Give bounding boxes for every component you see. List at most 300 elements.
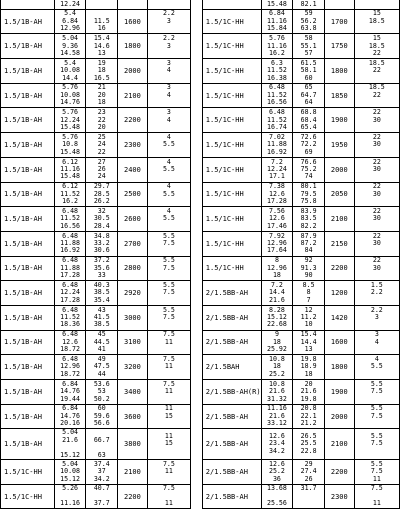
- head-value: 40.3: [93, 280, 110, 289]
- power-value: 5.5: [370, 432, 383, 441]
- speed-cell: [324, 207, 354, 232]
- flow-value: 5.76: [62, 108, 79, 117]
- head-value: 82.1: [300, 0, 317, 8]
- power-value: 30: [372, 189, 381, 198]
- head-value: 26.5: [300, 432, 317, 441]
- column-gap: [191, 133, 203, 158]
- flow-value: 11.16: [267, 41, 287, 50]
- power-cell: [354, 0, 399, 9]
- flow-value: 11.16: [60, 164, 80, 173]
- model-cell: [202, 34, 261, 59]
- flow-cell: [261, 429, 293, 460]
- table-row: [1, 484, 400, 509]
- flow-value: 17.64: [267, 246, 287, 255]
- speed-value: 2000: [330, 165, 348, 174]
- head-value: 26.2: [93, 197, 110, 206]
- model-cell: [1, 460, 55, 485]
- flow-cell: [261, 484, 293, 509]
- head-value: 80.1: [300, 182, 317, 191]
- power-value: [355, 272, 399, 279]
- flow-cell: [54, 429, 86, 460]
- head-value: 82.2: [300, 221, 317, 230]
- flow-value: 16.2: [268, 48, 285, 57]
- power-value: 7.5: [370, 387, 383, 396]
- speed-value: 1600: [330, 338, 348, 347]
- model-cell: [1, 0, 55, 9]
- head-value: 37: [97, 467, 106, 476]
- model-name: 2/1.5BB-AH: [205, 338, 248, 347]
- power-cell: [147, 83, 190, 108]
- model-cell: [1, 34, 55, 59]
- head-cell: [86, 133, 118, 158]
- model-cell: [1, 305, 55, 330]
- flow-cell: [54, 330, 86, 355]
- power-value: 4: [166, 157, 171, 166]
- head-value: 87.9: [300, 231, 317, 240]
- model-name: 1.5/1B-AH: [4, 440, 42, 449]
- power-cell: [147, 330, 190, 355]
- head-value: 68.4: [300, 115, 317, 124]
- power-value: 4: [374, 337, 379, 346]
- flow-cell: [261, 256, 293, 281]
- head-value: 33: [97, 271, 106, 280]
- head-value: 75.8: [300, 197, 317, 206]
- speed-value: 2400: [124, 165, 141, 174]
- power-cell: [147, 460, 190, 485]
- head-value: 13: [304, 345, 313, 354]
- flow-cell: [54, 34, 86, 59]
- column-gap: [191, 460, 203, 485]
- speed-value: 2200: [124, 492, 141, 501]
- head-cell: [293, 157, 325, 182]
- speed-value: 2300: [124, 140, 141, 149]
- power-value: 22: [372, 132, 381, 141]
- flow-value: 16.74: [267, 122, 287, 131]
- power-value: 7.5: [370, 484, 383, 493]
- flow-value: 15.48: [60, 172, 80, 181]
- model-name: 1.5/1C-HH: [205, 116, 244, 125]
- head-cell: [86, 59, 118, 84]
- column-gap: [191, 355, 203, 380]
- power-value: 7.5: [162, 263, 175, 272]
- power-value: 11: [164, 432, 173, 441]
- head-value: 27.4: [300, 467, 317, 476]
- flow-value: 14.4: [62, 73, 79, 82]
- power-value: 3: [166, 83, 171, 92]
- flow-value: 11.52: [267, 66, 287, 75]
- power-value: [148, 173, 190, 180]
- speed-cell: [324, 256, 354, 281]
- speed-cell: [324, 59, 354, 84]
- head-value: 29.7: [93, 182, 110, 191]
- flow-value: 11.52: [60, 214, 80, 223]
- speed-cell: [324, 460, 354, 485]
- head-cell: [86, 330, 118, 355]
- flow-cell: [54, 207, 86, 232]
- speed-value: 2600: [124, 215, 141, 224]
- speed-cell: [118, 380, 148, 405]
- model-name: 1.5/1B-AH: [4, 289, 42, 298]
- head-value: 22.8: [300, 446, 317, 455]
- power-value: [355, 149, 399, 156]
- flow-value: 6.48: [62, 206, 79, 215]
- model-cell: [1, 83, 55, 108]
- flow-value: 5.4: [64, 58, 77, 67]
- flow-value: 6.48: [62, 256, 79, 265]
- flow-value: 16.56: [60, 221, 80, 230]
- power-value: 15: [372, 9, 381, 18]
- power-value: 22: [372, 231, 381, 240]
- head-value: 14.6: [93, 41, 110, 50]
- power-cell: [147, 355, 190, 380]
- power-value: 5.5: [162, 189, 175, 198]
- head-value: 75.2: [300, 164, 317, 173]
- model-cell: [1, 133, 55, 158]
- head-value: 55.1: [300, 41, 317, 50]
- head-value: 65.4: [300, 122, 317, 131]
- flow-value: 20.16: [60, 419, 80, 428]
- head-value: [86, 493, 117, 500]
- column-gap: [191, 484, 203, 509]
- head-value: [293, 493, 324, 500]
- speed-cell: [324, 404, 354, 429]
- speed-cell: [118, 34, 148, 59]
- model-cell: [202, 404, 261, 429]
- head-value: 60: [97, 404, 106, 413]
- speed-cell: [118, 133, 148, 158]
- flow-value: 7.92: [268, 231, 285, 240]
- model-name: 1.5/1B-AH: [4, 165, 42, 174]
- flow-value: 11.52: [267, 90, 287, 99]
- flow-cell: [261, 404, 293, 429]
- head-value: 11.5: [93, 16, 110, 25]
- model-cell: [1, 355, 55, 380]
- speed-cell: [324, 330, 354, 355]
- model-cell: [1, 281, 55, 306]
- speed-cell: [324, 0, 354, 9]
- model-name: 2/1.5BB-AH: [205, 467, 248, 476]
- flow-cell: [54, 355, 86, 380]
- head-value: 16: [97, 24, 106, 33]
- speed-cell: [324, 182, 354, 207]
- speed-value: 1950: [330, 140, 348, 149]
- head-value: 20: [97, 90, 106, 99]
- power-cell: [354, 231, 399, 256]
- head-value: 79.5: [300, 189, 317, 198]
- speed-value: 1700: [330, 17, 348, 26]
- speed-value: 2200: [330, 264, 348, 273]
- head-value: 18.9: [300, 362, 317, 371]
- model-name: 1.5/1C-HH: [205, 239, 244, 248]
- flow-value: 5.76: [268, 34, 285, 43]
- model-cell: [1, 429, 55, 460]
- power-value: 1.5: [370, 280, 383, 289]
- model-cell: [1, 157, 55, 182]
- head-cell: [86, 83, 118, 108]
- head-cell: [293, 429, 325, 460]
- head-value: 37.7: [93, 499, 110, 508]
- speed-cell: [118, 404, 148, 429]
- head-value: 33.2: [93, 239, 110, 248]
- speed-cell: [324, 157, 354, 182]
- power-cell: [147, 231, 190, 256]
- speed-value: 2200: [124, 116, 141, 125]
- speed-value: 2800: [124, 264, 141, 273]
- power-value: 5.5: [162, 256, 175, 265]
- column-gap: [191, 305, 203, 330]
- power-value: 30: [372, 164, 381, 173]
- model-name: 1.5/1C-HH: [205, 264, 244, 273]
- flow-value: [55, 444, 86, 451]
- model-cell: [202, 133, 261, 158]
- power-cell: [147, 404, 190, 429]
- flow-cell: [261, 34, 293, 59]
- flow-value: 13.68: [267, 484, 287, 493]
- head-value: 53.6: [93, 379, 110, 388]
- power-value: [355, 297, 399, 304]
- speed-cell: [118, 330, 148, 355]
- power-value: 5.5: [162, 231, 175, 240]
- table-row: [1, 231, 400, 256]
- speed-cell: [118, 207, 148, 232]
- flow-value: 10.8: [268, 379, 285, 388]
- power-value: [355, 448, 399, 455]
- power-cell: [147, 380, 190, 405]
- model-name: 1.5/1C-HH: [205, 66, 244, 75]
- power-value: 15: [164, 411, 173, 420]
- model-cell: [202, 0, 261, 9]
- head-cell: [86, 0, 118, 9]
- model-name: 1.5/1C-HH: [4, 492, 42, 501]
- model-name: 1.5/1B-AH: [4, 17, 42, 26]
- head-value: 19: [97, 58, 106, 67]
- flow-value: 6.84: [62, 379, 79, 388]
- power-value: 5.5: [162, 305, 175, 314]
- column-gap: [191, 34, 203, 59]
- power-value: 22: [372, 108, 381, 117]
- flow-value: 11.52: [60, 189, 80, 198]
- head-value: 53: [97, 387, 106, 396]
- column-gap: [191, 59, 203, 84]
- head-value: 57: [304, 48, 313, 57]
- head-value: 15.4: [93, 34, 110, 43]
- head-value: 38.5: [93, 320, 110, 329]
- power-cell: [147, 9, 190, 34]
- head-value: 30.6: [93, 246, 110, 255]
- power-cell: [354, 460, 399, 485]
- head-value: 76.6: [300, 157, 317, 166]
- flow-value: 17.1: [268, 172, 285, 181]
- model-cell: [1, 404, 55, 429]
- flow-value: 5.26: [62, 484, 79, 493]
- power-value: [148, 75, 190, 82]
- head-value: 22: [97, 147, 106, 156]
- head-cell: [293, 305, 325, 330]
- model-name: 1.5/1B-AH: [4, 190, 42, 199]
- power-value: 5.5: [370, 459, 383, 468]
- head-value: 22.1: [300, 411, 317, 420]
- head-cell: [86, 231, 118, 256]
- head-value: 18: [97, 98, 106, 107]
- power-value: [148, 50, 190, 57]
- flow-value: 12.6: [268, 214, 285, 223]
- model-name: 1.5/1B-AH: [4, 338, 42, 347]
- flow-cell: [54, 83, 86, 108]
- column-gap: [191, 281, 203, 306]
- model-cell: [202, 484, 261, 509]
- head-value: 28.4: [93, 221, 110, 230]
- power-cell: [147, 108, 190, 133]
- model-cell: [1, 484, 55, 509]
- head-value: 83.9: [300, 206, 317, 215]
- speed-value: 2100: [330, 440, 348, 449]
- power-value: 11: [372, 474, 381, 483]
- table-row: [1, 380, 400, 405]
- speed-cell: [118, 59, 148, 84]
- head-value: 19.8: [300, 394, 317, 403]
- flow-value: 16.38: [267, 73, 287, 82]
- power-cell: [354, 157, 399, 182]
- flow-value: 12.96: [60, 362, 80, 371]
- speed-value: 3800: [124, 440, 141, 449]
- model-cell: [1, 330, 55, 355]
- model-cell: [202, 182, 261, 207]
- power-value: 22: [372, 256, 381, 265]
- head-cell: [293, 460, 325, 485]
- power-cell: [147, 305, 190, 330]
- head-cell: [86, 157, 118, 182]
- model-name: 1.5/1C-HH: [205, 140, 244, 149]
- power-value: 30: [372, 263, 381, 272]
- speed-cell: [118, 484, 148, 509]
- head-value: 83.5: [300, 214, 317, 223]
- flow-value: 15.12: [60, 450, 80, 459]
- model-cell: [1, 9, 55, 34]
- power-value: 5.5: [162, 164, 175, 173]
- flow-value: 12.96: [60, 24, 80, 33]
- column-gap: [191, 231, 203, 256]
- power-value: 2.2: [370, 288, 383, 297]
- head-value: 40.7: [93, 484, 110, 493]
- head-value: [86, 444, 117, 451]
- column-gap: [191, 404, 203, 429]
- head-value: 21.6: [300, 387, 317, 396]
- model-name: 1.5/1C-HH: [4, 467, 42, 476]
- flow-value: 15.12: [60, 474, 80, 483]
- model-name: 1.5/1C-HH: [205, 215, 244, 224]
- speed-value: 1800: [124, 42, 141, 51]
- model-name: 1.5/1B-AH: [4, 215, 42, 224]
- model-cell: [202, 157, 261, 182]
- flow-value: 33.12: [267, 419, 287, 428]
- power-value: 18.5: [368, 58, 385, 67]
- head-value: 45: [97, 330, 106, 339]
- model-name: 1.5/1B-AH: [4, 412, 42, 421]
- head-value: 35.6: [93, 263, 110, 272]
- flow-cell: [261, 108, 293, 133]
- power-cell: [354, 59, 399, 84]
- flow-value: 14.76: [60, 98, 80, 107]
- power-value: 7.5: [162, 288, 175, 297]
- flow-value: 21.6: [268, 387, 285, 396]
- model-cell: [202, 59, 261, 84]
- power-value: [148, 198, 190, 205]
- flow-value: 17.28: [60, 271, 80, 280]
- speed-value: 2050: [330, 190, 348, 199]
- model-name: 1.5/1C-HH: [205, 190, 244, 199]
- speed-cell: [324, 9, 354, 34]
- power-value: [355, 371, 399, 378]
- model-cell: [1, 256, 55, 281]
- table-row: [1, 59, 400, 84]
- head-value: 24: [97, 140, 106, 149]
- flow-value: 10.8: [268, 355, 285, 364]
- flow-cell: [54, 0, 86, 9]
- power-value: [148, 371, 190, 378]
- power-value: 7.5: [162, 379, 175, 388]
- power-cell: [147, 256, 190, 281]
- head-value: 18: [97, 66, 106, 75]
- head-value: 91.3: [300, 263, 317, 272]
- power-value: 3: [166, 41, 171, 50]
- flow-cell: [54, 380, 86, 405]
- power-cell: [354, 429, 399, 460]
- power-cell: [147, 281, 190, 306]
- head-value: 87.2: [300, 239, 317, 248]
- column-gap: [191, 0, 203, 9]
- power-value: [148, 223, 190, 230]
- model-name: 2/1.5BB-AH: [205, 313, 248, 322]
- speed-value: 1200: [330, 289, 348, 298]
- head-cell: [293, 330, 325, 355]
- power-value: 4: [374, 355, 379, 364]
- speed-cell: [324, 429, 354, 460]
- power-value: 15: [372, 34, 381, 43]
- head-value: 43: [97, 305, 106, 314]
- power-value: 3: [166, 108, 171, 117]
- head-value: 25: [97, 132, 106, 141]
- speed-cell: [118, 460, 148, 485]
- head-value: 13: [97, 48, 106, 57]
- power-value: 3: [374, 313, 379, 322]
- flow-value: 12.6: [268, 432, 285, 441]
- power-value: 4: [166, 132, 171, 141]
- head-value: 41: [97, 345, 106, 354]
- head-cell: [86, 305, 118, 330]
- table-row: [1, 256, 400, 281]
- head-value: 16.5: [93, 73, 110, 82]
- flow-value: 18.72: [60, 369, 80, 378]
- flow-value: 12.96: [267, 239, 287, 248]
- head-cell: [86, 34, 118, 59]
- model-cell: [202, 83, 261, 108]
- speed-value: 3200: [124, 363, 141, 372]
- flow-value: 10.08: [60, 467, 80, 476]
- flow-value: 22.68: [267, 320, 287, 329]
- flow-value: 19.44: [60, 394, 80, 403]
- power-cell: [147, 182, 190, 207]
- head-value: 20: [304, 379, 313, 388]
- speed-cell: [324, 281, 354, 306]
- flow-cell: [261, 207, 293, 232]
- head-value: 25.5: [300, 439, 317, 448]
- head-value: 64: [304, 98, 313, 107]
- head-value: 38.5: [93, 288, 110, 297]
- power-value: [355, 346, 399, 353]
- column-gap: [191, 330, 203, 355]
- flow-value: 5.04: [62, 34, 79, 43]
- power-value: 2.2: [162, 34, 175, 43]
